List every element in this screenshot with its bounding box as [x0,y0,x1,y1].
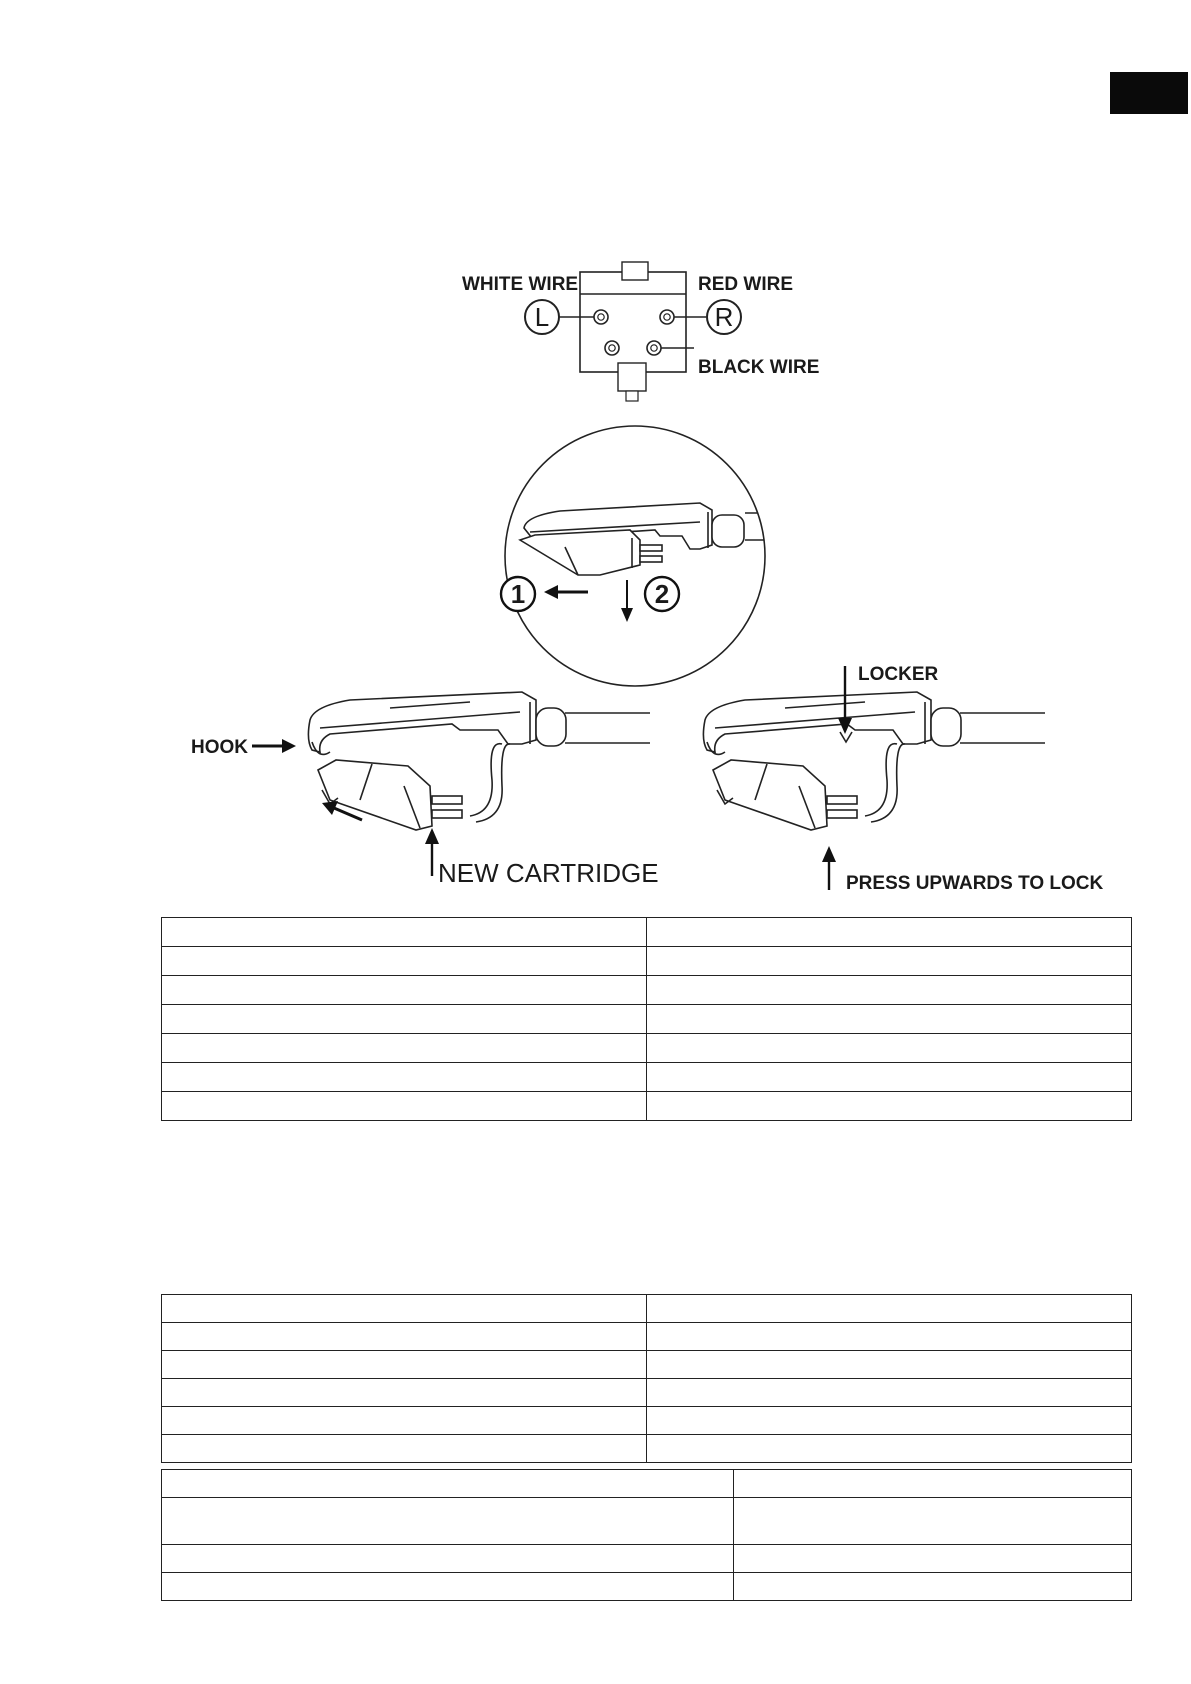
table-cell [162,1063,647,1092]
table-cell [162,1005,647,1034]
terminal-pin [605,341,619,355]
table-cell [162,1573,734,1601]
locker-label: LOCKER [858,664,939,685]
table-cell [647,1063,1132,1092]
table-cell [162,1545,734,1573]
hook-arrow [252,739,296,753]
table-row [162,1407,1132,1435]
table-cell [162,1034,647,1063]
table-row [162,1379,1132,1407]
table-cell [162,1470,734,1498]
terminal-pin [594,310,608,324]
press-up-arrow [822,846,836,890]
table-row [162,1573,1132,1601]
left-channel-letter: L [534,302,550,332]
table-cell [647,1351,1132,1379]
table-cell [647,1034,1132,1063]
table-cell [647,947,1132,976]
table-row [162,1498,1132,1545]
install-left [308,692,650,830]
step-2-badge [645,577,679,611]
table-row [162,976,1132,1005]
table-2 [161,1294,1132,1463]
table-1 [161,917,1132,1121]
table-row [162,1092,1132,1121]
table-cell [162,1379,647,1407]
table-cell [647,1005,1132,1034]
table-cell [162,976,647,1005]
table-row [162,1351,1132,1379]
table-cell [162,1351,647,1379]
install-right [703,692,1045,830]
red-wire-label: RED WIRE [698,274,793,295]
table-cell [647,1435,1132,1463]
table-row [162,1545,1132,1573]
table-cell [162,1498,734,1545]
table-cell [162,1407,647,1435]
table-cell [162,1323,647,1351]
table-row [162,1435,1132,1463]
wiring-diagram [462,262,819,401]
table-cell [647,1379,1132,1407]
step-1-number: 1 [510,579,526,609]
white-wire-label: WHITE WIRE [462,274,579,295]
table-row [162,918,1132,947]
right-channel-badge [707,300,741,334]
table-cell [647,1295,1132,1323]
table-row [162,1470,1132,1498]
step-1-badge [501,577,535,611]
hook-label: HOOK [191,737,248,758]
table-row [162,1034,1132,1063]
table-cell [647,976,1132,1005]
step-2-number: 2 [654,579,670,609]
table-cell [734,1498,1132,1545]
table-cell [162,1435,647,1463]
table-cell [162,947,647,976]
removal-detail [501,426,780,686]
table-row [162,1323,1132,1351]
terminal-pin [660,310,674,324]
table-row [162,1005,1132,1034]
table-cell [162,918,647,947]
new-cartridge-arrow [425,828,439,876]
table-row [162,1295,1132,1323]
table-cell [162,1295,647,1323]
table-cell [647,1092,1132,1121]
table-cell [647,918,1132,947]
black-wire-label: BLACK WIRE [698,357,820,378]
table-cell [162,1092,647,1121]
right-channel-letter: R [714,302,734,332]
table-cell [647,1323,1132,1351]
new-cartridge-label: NEW CARTRIDGE [438,858,659,888]
table-row [162,1063,1132,1092]
press-upwards-label: PRESS UPWARDS TO LOCK [846,873,1104,894]
table-row [162,947,1132,976]
table-3 [161,1469,1132,1601]
table-cell [734,1573,1132,1601]
table-cell [647,1407,1132,1435]
terminal-pin [647,341,661,355]
table-cell [734,1470,1132,1498]
left-channel-badge [525,300,559,334]
table-cell [734,1545,1132,1573]
